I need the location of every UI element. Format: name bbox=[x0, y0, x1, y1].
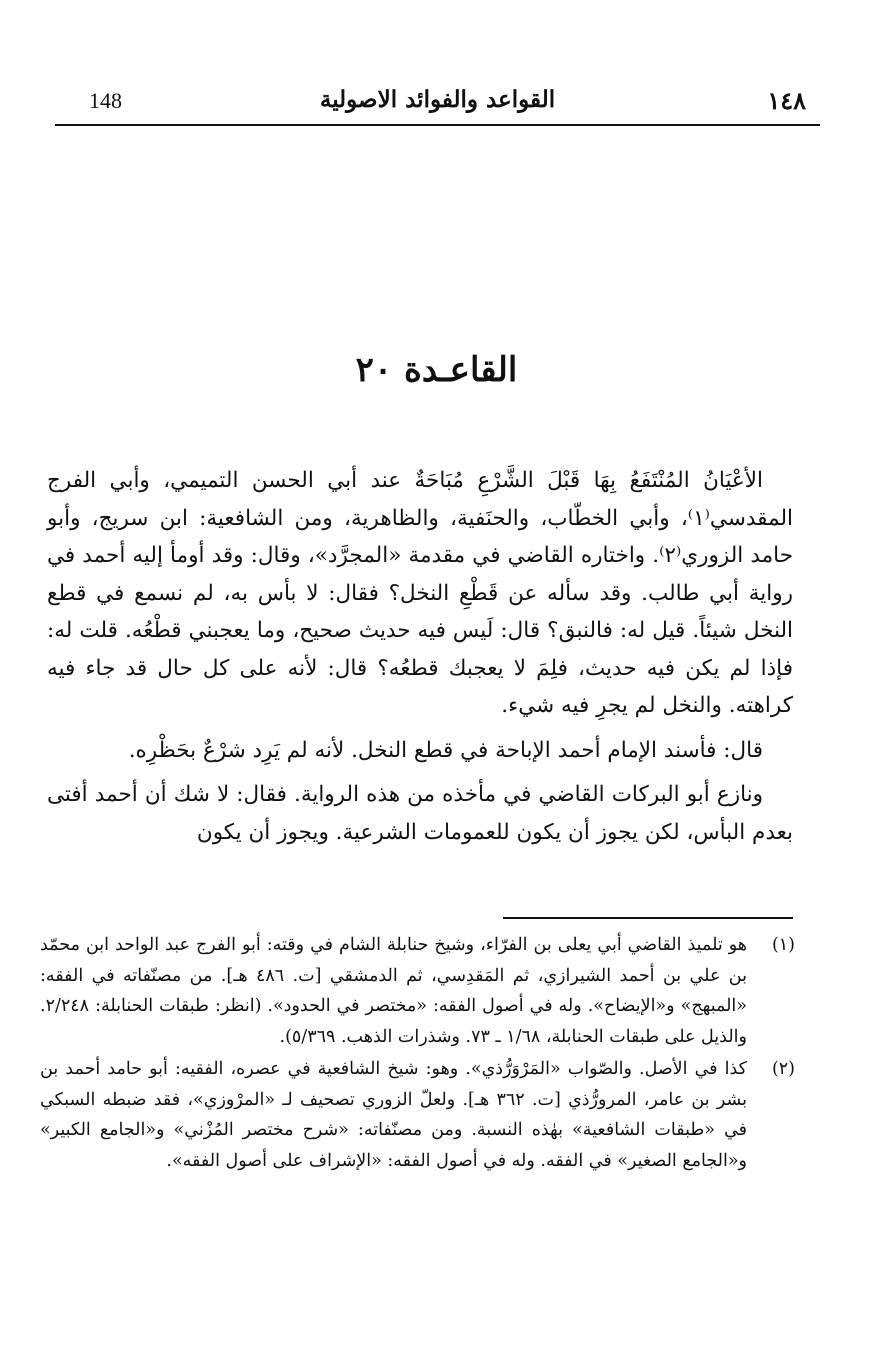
paragraph-3: ونازع أبو البركات القاضي في مأخذه من هذه الرواية. فقال: لا شك أن أحمد أفتى بعدم البأس، لكن يجوز أن يكون للعمومات الشرعية. ويجوز أن يكون bbox=[47, 782, 793, 845]
page-number-arabic: ١٤٨ bbox=[767, 86, 806, 115]
page-number-latin: 148 bbox=[89, 88, 122, 113]
footnote-number: (١) bbox=[771, 935, 795, 955]
footnote-number: (٢) bbox=[771, 1059, 795, 1079]
footnote bbox=[40, 1054, 795, 1176]
chapter-title: القاعـدة ٢٠ bbox=[355, 350, 518, 390]
running-title: القواعد والفوائد الاصولية bbox=[319, 86, 556, 113]
footnote bbox=[40, 930, 795, 1052]
footnote-text: هو تلميذ القاضي أبي يعلى بن الفرّاء، وشيخ حنابلة الشام في وقته: أبو الفرج عبد الواحد ابن محمّد بن علي بن أحمد الشيرازي، ثم المَقدِسي، ثم الدمشقي [ت. ٤٨٦ هـ]. من مصنّفاته في الفقه: «المبهج» و«الإيضاح». وله في أصول الفقه: «مختصر في الحدود». (انظر: طبقات الحنابلة: ٢/٢٤٨. والذيل على طبقات الحنابلة، ١/٦٨ ـ ٧٣. وشذرات الذهب. ٥/٣٦٩). bbox=[40, 935, 748, 1047]
running-header bbox=[55, 82, 820, 126]
paragraph-2: قال: فأسند الإمام أحمد الإباحة في قطع النخل. لأنه لم يَرِد شرْعٌ بحَظْرِه. bbox=[128, 737, 763, 763]
paragraph-1: الأعْيَانُ المُنْتَفَعُ بِهَا قَبْلَ الشَّرْعِ مُبَاحَةٌ عند أبي الحسن التميمي، وأبي الفرج المقدسي⁽١⁾، وأبي الخطّاب، والحنَفية، والظاهرية، ومن الشافعية: ابن سريج، وأبو حامد الزوري⁽٢⁾. واختاره القاضي في مقدمة «المجرَّد»، وقال: وقد أومأ إليه أحمد في رواية أبي طالب. وقد سأله عن قَطْعِ النخل؟ فقال: لا بأس به، لم نسمع في قطع النخل شيئاً. قيل له: فالنبق؟ قال: لَيس فيه حديث صحيح، وما يعجبني قطْعُه. قلت له: فإذا لم يكن فيه حديث، فلِمَ لا يعجبك قطعُه؟ قال: لأنه على كل حال قد جاء فيه كراهته. والنخل لم يجرِ فيه شيء. bbox=[47, 468, 793, 718]
footnote-separator bbox=[503, 917, 793, 919]
footnotes bbox=[40, 930, 795, 1178]
main-text bbox=[47, 462, 793, 858]
footnote-text: كذا في الأصل. والصّواب «المَرْوَرُّذي». وهو: شيخ الشافعية في عصره، الفقيه: أبو حامد أحمد بن بشر بن عامر، المرورُّذي [ت. ٣٦٢ هـ]. ولعلّ الزوري تصحيف لـ «المرْوزي»، فقد ضبطه السبكي في «طبقات الشافعية» بهٰذه النسبة. ومن مصنّفاته: «شرح مختصر المُزْني» و«الجامع الكبير» و«الجامع الصغير» في الفقه. وله في أصول الفقه: «الإشراف على أصول الفقه». bbox=[40, 1059, 748, 1171]
